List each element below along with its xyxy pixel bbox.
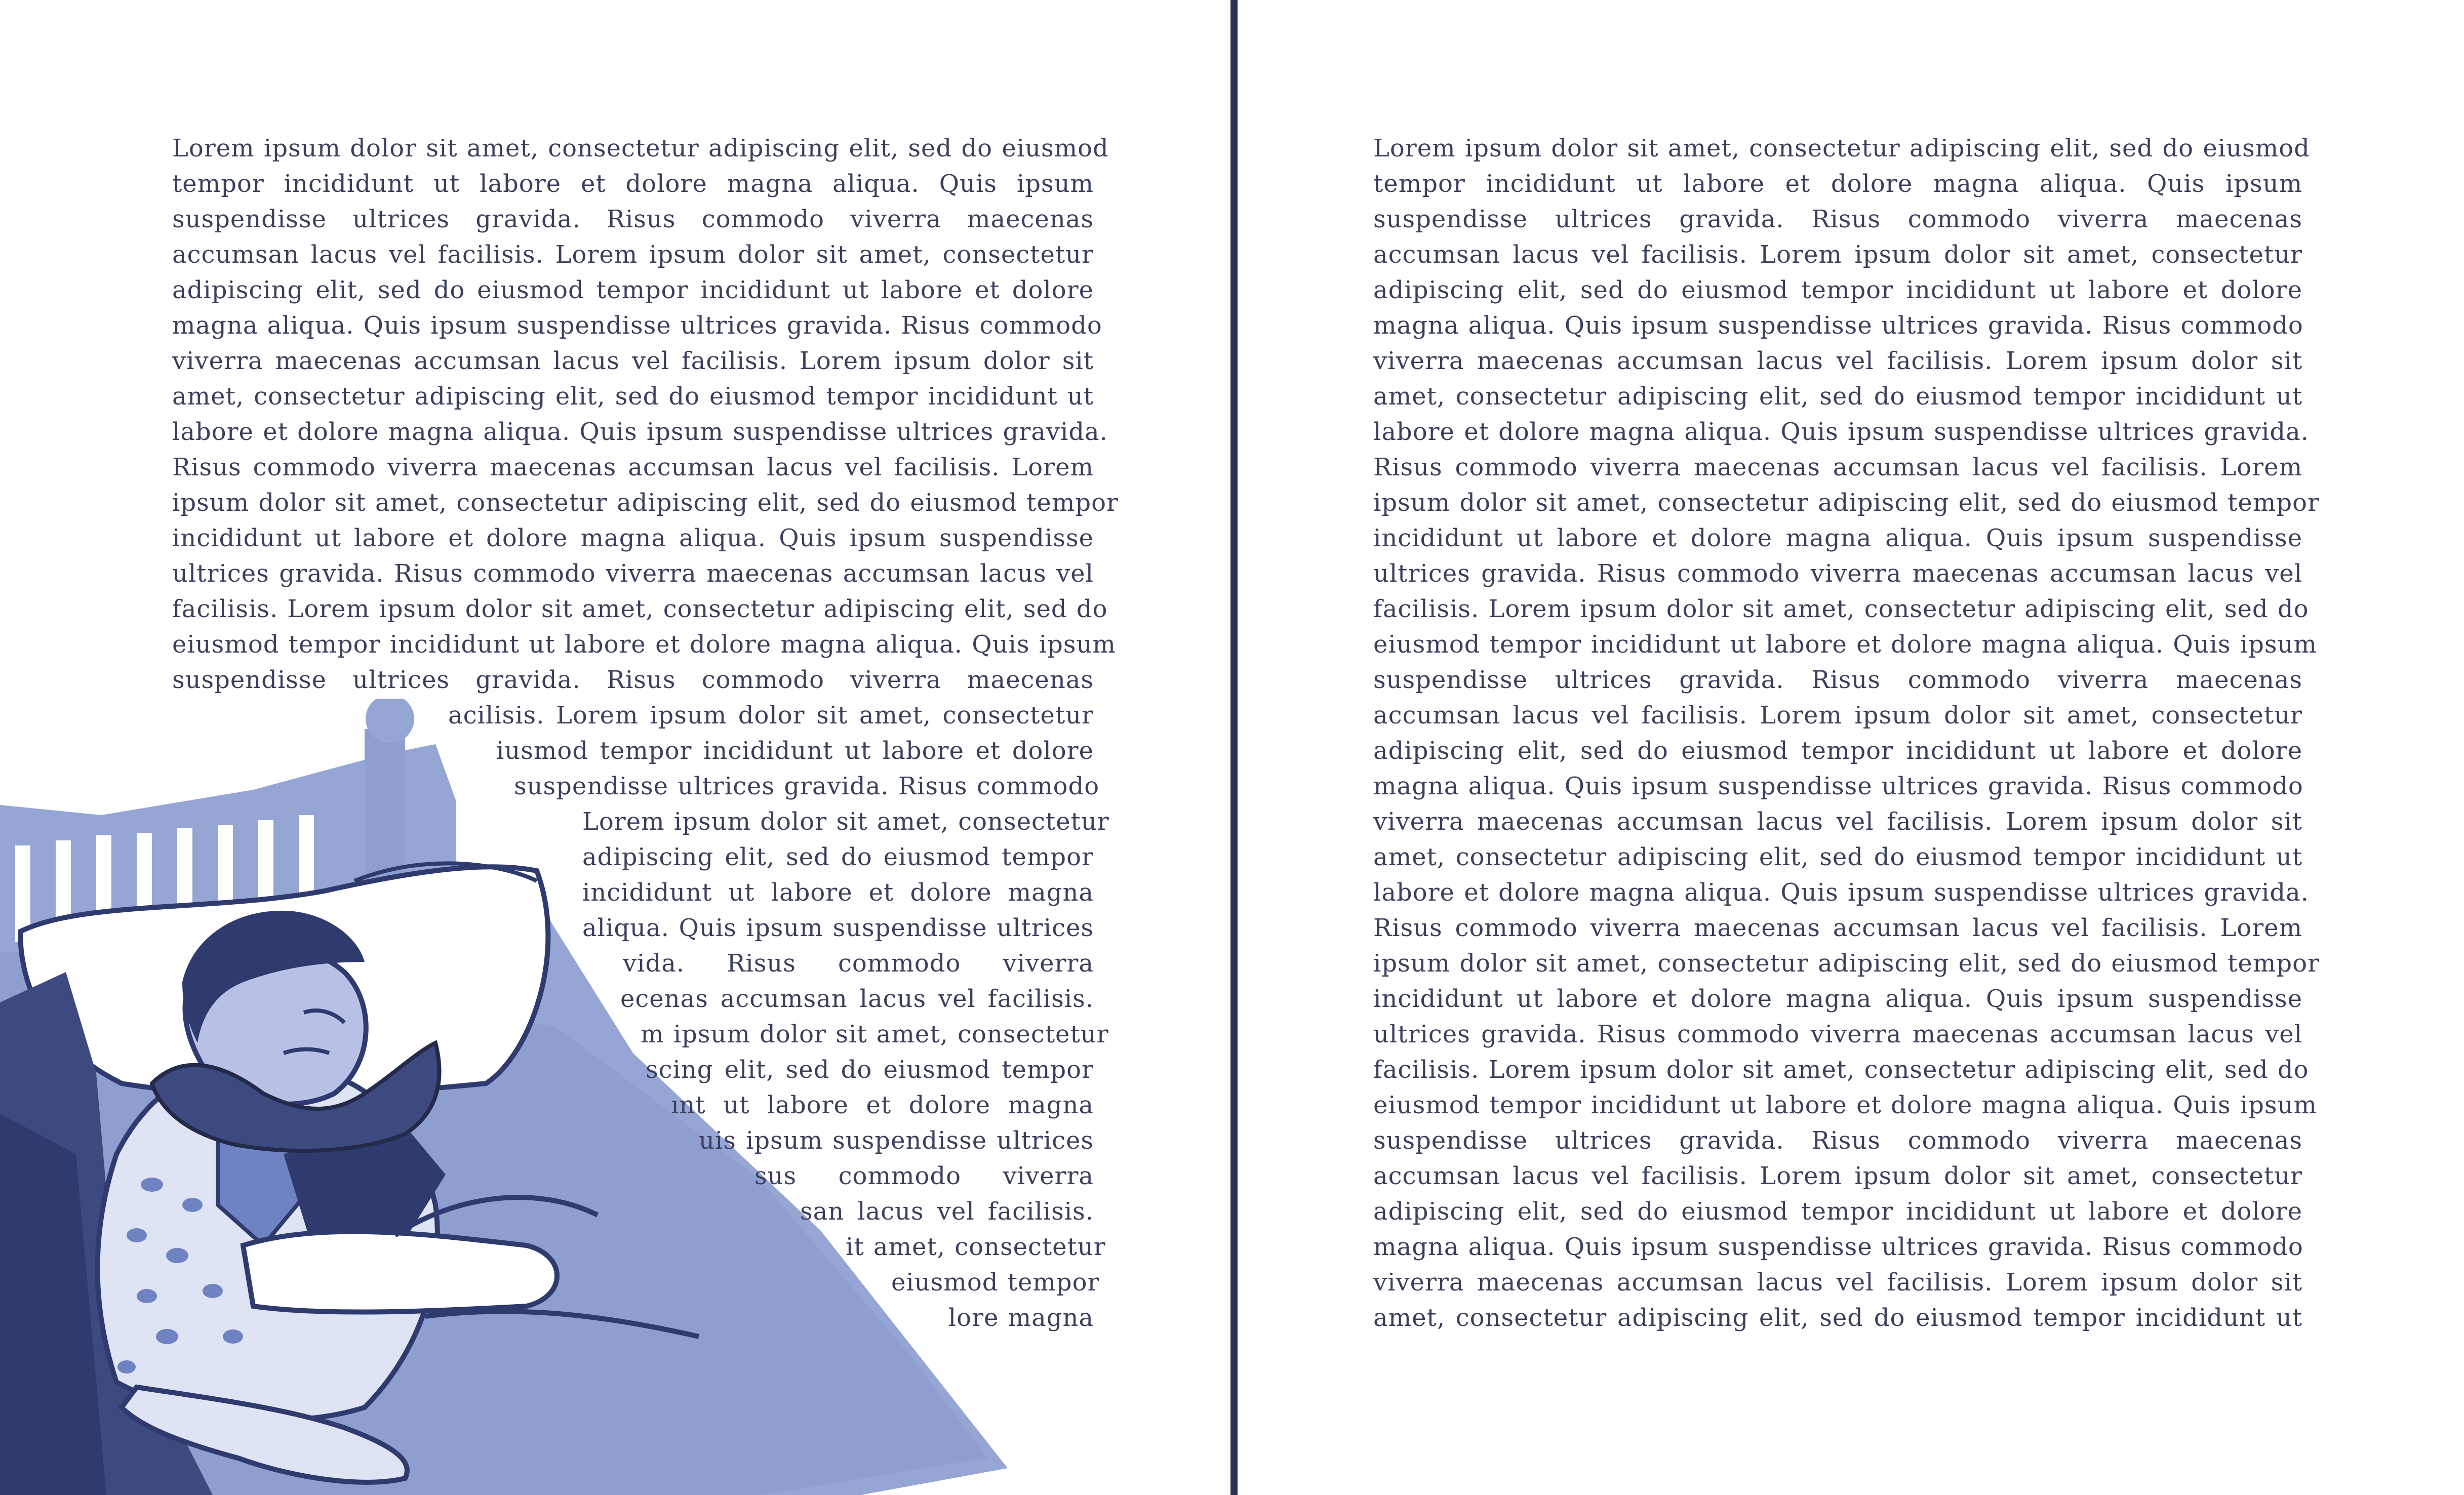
text-line: ınt ut labore et dolore magna <box>671 1091 1094 1119</box>
text-line: suspendisse ultrices gravida. Risus commodo viverra maecenas <box>1373 1126 2302 1155</box>
text-line: scing elit, sed do eiusmod tempor <box>646 1056 1094 1084</box>
text-line: adipiscing elit, sed do eiusmod tempor incididunt ut labore et dolore <box>1373 1197 2302 1226</box>
text-line: accumsan lacus vel facilisis. Lorem ipsum dolor sit amet, consectetur <box>1373 240 2302 269</box>
text-line: magna aliqua. Quis ipsum suspendisse ultrices gravida. Risus commodo <box>1373 772 2303 800</box>
text-line: ultrices gravida. Risus commodo viverra maecenas accumsan lacus vel <box>1373 1020 2302 1048</box>
text-line: uis ipsum suspendisse ultrices <box>699 1126 1094 1155</box>
text-line: lore magna <box>948 1304 1094 1332</box>
text-line: m ipsum dolor sit amet, consectetur <box>641 1020 1109 1048</box>
text-line: viverra maecenas accumsan lacus vel facilisis. Lorem ipsum dolor sit <box>1373 347 2302 375</box>
text-line: facilisis. Lorem ipsum dolor sit amet, consectetur adipiscing elit, sed do <box>1373 595 2309 623</box>
text-line: labore et dolore magna aliqua. Quis ipsum suspendisse ultrices gravida. <box>172 418 1108 446</box>
text-line: Lorem ipsum dolor sit amet, consectetur adipiscing elit, sed do eiusmod <box>172 134 1109 163</box>
text-line: ecenas accumsan lacus vel facilisis. <box>620 985 1094 1013</box>
text-line: tempor incididunt ut labore et dolore magna aliqua. Quis ipsum <box>172 170 1094 198</box>
right-page <box>1238 0 2464 1495</box>
text-line: suspendisse ultrices gravida. Risus commodo viverra maecenas <box>1373 666 2302 694</box>
text-line: ipsum dolor sit amet, consectetur adipiscing elit, sed do eiusmod tempor <box>1373 489 2320 517</box>
text-line: Risus commodo viverra maecenas accumsan lacus vel facilisis. Lorem <box>1373 914 2302 942</box>
text-line: incididunt ut labore et dolore magna aliqua. Quis ipsum suspendisse <box>1373 524 2302 552</box>
text-line: eiusmod tempor incididunt ut labore et dolore magna aliqua. Quis ipsum <box>172 630 1116 659</box>
text-line: iusmod tempor incididunt ut labore et dolore <box>496 737 1094 765</box>
text-line: suspendisse ultrices gravida. Risus commodo viverra maecenas <box>172 666 1094 694</box>
right-page-text <box>1373 131 2320 1336</box>
text-line: amet, consectetur adipiscing elit, sed do eiusmod tempor incididunt ut <box>1373 843 2302 871</box>
text-line: incididunt ut labore et dolore magna aliqua. Quis ipsum suspendisse <box>172 524 1094 552</box>
left-page <box>0 0 1230 1495</box>
text-line: ipsum dolor sit amet, consectetur adipiscing elit, sed do eiusmod tempor <box>172 489 1119 517</box>
text-line: viverra maecenas accumsan lacus vel facilisis. Lorem ipsum dolor sit <box>1373 1268 2302 1297</box>
text-line: eiusmod tempor incididunt ut labore et dolore magna aliqua. Quis ipsum <box>1373 1091 2317 1119</box>
text-line: it amet, consectetur <box>846 1233 1106 1261</box>
text-line: adipiscing elit, sed do eiusmod tempor <box>582 843 1094 871</box>
text-line: amet, consectetur adipiscing elit, sed do eiusmod tempor incididunt ut <box>1373 382 2302 411</box>
text-line: acilisis. Lorem ipsum dolor sit amet, consectetur <box>448 701 1094 730</box>
text-line: facilisis. Lorem ipsum dolor sit amet, consectetur adipiscing elit, sed do <box>1373 1056 2309 1084</box>
text-line: san lacus vel facilisis. <box>800 1197 1094 1226</box>
text-line: eiusmod tempor <box>891 1268 1100 1297</box>
text-line: ultrices gravida. Risus commodo viverra maecenas accumsan lacus vel <box>1373 559 2302 588</box>
text-line: adipiscing elit, sed do eiusmod tempor incididunt ut labore et dolore <box>1373 737 2302 765</box>
text-line: magna aliqua. Quis ipsum suspendisse ultrices gravida. Risus commodo <box>172 311 1102 340</box>
text-line: amet, consectetur adipiscing elit, sed do eiusmod tempor incididunt ut <box>172 382 1094 411</box>
text-line: accumsan lacus vel facilisis. Lorem ipsum dolor sit amet, consectetur <box>1373 701 2302 730</box>
text-line: ultrices gravida. Risus commodo viverra maecenas accumsan lacus vel <box>172 559 1094 588</box>
text-line: facilisis. Lorem ipsum dolor sit amet, consectetur adipiscing elit, sed do <box>172 595 1108 623</box>
text-line: labore et dolore magna aliqua. Quis ipsum suspendisse ultrices gravida. <box>1373 418 2309 446</box>
text-line: adipiscing elit, sed do eiusmod tempor incididunt ut labore et dolore <box>172 276 1094 304</box>
page-gutter-divider <box>1230 0 1238 1495</box>
text-line: vida. Risus commodo viverra <box>623 949 1094 978</box>
text-line: eiusmod tempor incididunt ut labore et dolore magna aliqua. Quis ipsum <box>1373 630 2317 659</box>
text-line: magna aliqua. Quis ipsum suspendisse ultrices gravida. Risus commodo <box>1373 1233 2303 1261</box>
text-line: accumsan lacus vel facilisis. Lorem ipsum dolor sit amet, consectetur <box>172 240 1094 269</box>
text-line: magna aliqua. Quis ipsum suspendisse ultrices gravida. Risus commodo <box>1373 311 2303 340</box>
text-line: ipsum dolor sit amet, consectetur adipiscing elit, sed do eiusmod tempor <box>1373 949 2320 978</box>
text-line: viverra maecenas accumsan lacus vel facilisis. Lorem ipsum dolor sit <box>1373 807 2302 836</box>
left-page-text <box>172 131 1119 1336</box>
text-line: labore et dolore magna aliqua. Quis ipsum suspendisse ultrices gravida. <box>1373 878 2309 907</box>
text-line: viverra maecenas accumsan lacus vel facilisis. Lorem ipsum dolor sit <box>172 347 1094 375</box>
text-line: incididunt ut labore et dolore magna aliqua. Quis ipsum suspendisse <box>1373 985 2302 1013</box>
text-line: suspendisse ultrices gravida. Risus commodo <box>514 772 1100 800</box>
text-line: Lorem ipsum dolor sit amet, consectetur adipiscing elit, sed do eiusmod <box>1373 134 2310 163</box>
text-line: suspendisse ultrices gravida. Risus commodo viverra maecenas <box>172 205 1094 233</box>
text-line: Risus commodo viverra maecenas accumsan lacus vel facilisis. Lorem <box>1373 453 2302 481</box>
text-line: adipiscing elit, sed do eiusmod tempor incididunt ut labore et dolore <box>1373 276 2302 304</box>
text-line: Risus commodo viverra maecenas accumsan lacus vel facilisis. Lorem <box>172 453 1094 481</box>
text-line: aliqua. Quis ipsum suspendisse ultrices <box>582 914 1094 942</box>
text-line: suspendisse ultrices gravida. Risus commodo viverra maecenas <box>1373 205 2302 233</box>
text-line: tempor incididunt ut labore et dolore magna aliqua. Quis ipsum <box>1373 170 2302 198</box>
text-line: amet, consectetur adipiscing elit, sed do eiusmod tempor incididunt ut <box>1373 1304 2302 1332</box>
text-line: Lorem ipsum dolor sit amet, consectetur <box>582 807 1109 836</box>
text-line: accumsan lacus vel facilisis. Lorem ipsum dolor sit amet, consectetur <box>1373 1162 2302 1190</box>
text-line: incididunt ut labore et dolore magna <box>582 878 1094 907</box>
text-line: sus commodo viverra <box>754 1162 1094 1190</box>
